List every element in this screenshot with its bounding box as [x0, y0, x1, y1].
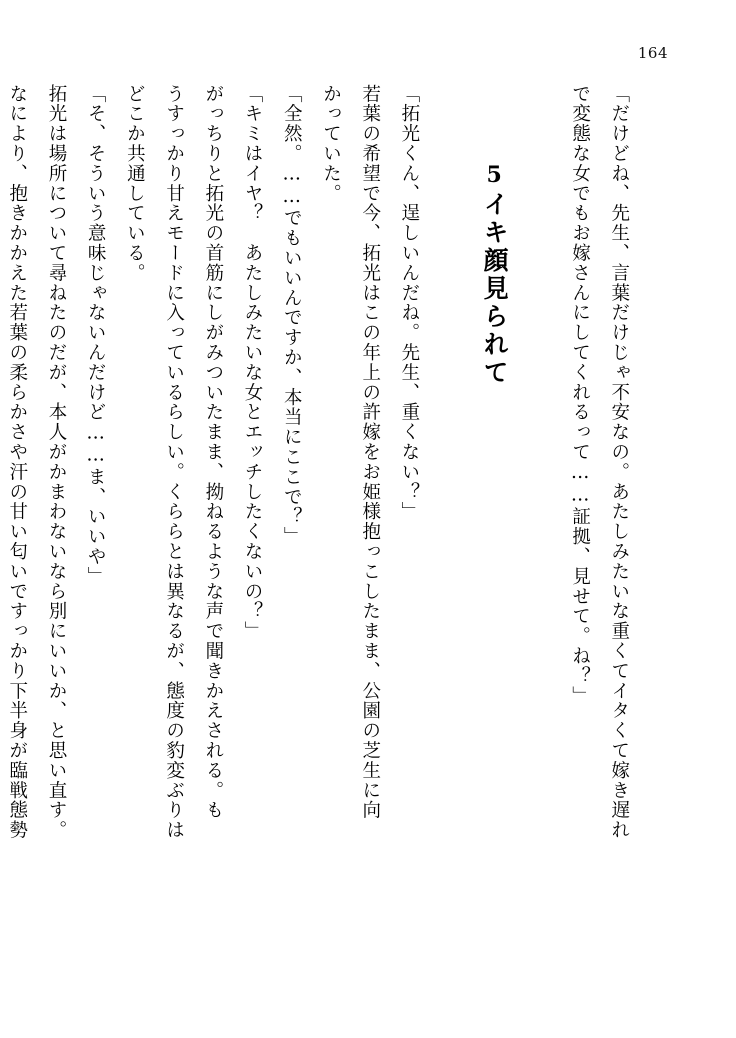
- paragraph-6: 「全然。……でもいいんですか、本当にここで？」: [281, 84, 303, 547]
- paragraph-4: 若葉の希望で今、拓光はこの年上の許嫁をお姫様抱っこしたまま、公園の芝生に向: [359, 84, 381, 821]
- paragraph-12: 拓光は場所について尋ねたのだが、本人がかまわないなら別にいいか、と思い直す。: [45, 84, 67, 841]
- paragraph-11: 「そ、そういう意味じゃないんだけど……ま、いいや」: [85, 84, 107, 587]
- paragraph-5: かっていた。: [320, 84, 342, 204]
- paragraph-1: 「だけどね、先生、言葉だけじゃ不安なの。あたしみたいな重くてイタくて嫁き遅れ: [608, 84, 630, 841]
- paragraph-13: なにより、抱きかかえた若葉の柔らかさや汗の甘い匂いですっかり下半身が臨戦態勢: [6, 84, 28, 841]
- chapter-number: 5: [481, 162, 508, 191]
- blank-line-2: [429, 84, 468, 974]
- paragraph-9: うすっかり甘えモードに入っているらしい。くららとは異なるが、態度の豹変ぶりは: [163, 84, 185, 841]
- chapter-heading: [468, 84, 521, 974]
- page-number: 164: [637, 44, 668, 62]
- chapter-title: イキ顔見られて: [480, 191, 510, 387]
- paragraph-10: どこか共通している。: [124, 84, 146, 283]
- paragraph-8: がっちりと拓光の首筋にしがみついたまま、拗ねるような声で聞きかえされる。も: [202, 84, 224, 821]
- blank-line: [521, 84, 560, 974]
- paragraph-3: 「拓光くん、逞しいんだね。先生、重くない？」: [398, 84, 420, 522]
- vertical-body-text: [0, 84, 678, 974]
- paragraph-2: で変態な女でもお嫁さんにしてくれるって……証拠、見せて。ね？」: [569, 84, 591, 706]
- paragraph-7: 「キミはイヤ？ あたしみたいな女とエッチしたくないの？」: [242, 84, 264, 642]
